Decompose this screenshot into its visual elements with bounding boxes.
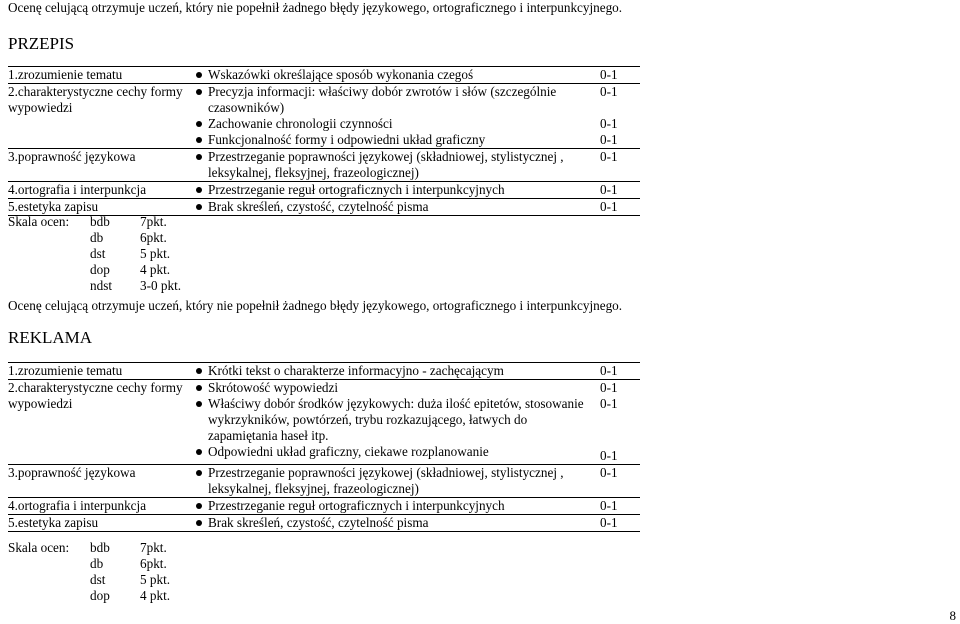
criteria-description: Odpowiedni układ graficzny, ciekawe rozplanowanie (208, 444, 489, 459)
criteria-description: Precyzja informacji: właściwy dobór zwrotów i słów (szczególnie czasowników) (208, 84, 600, 117)
criteria-category: 2.charakterystyczne cechy formy wypowiedzi (8, 380, 190, 465)
scale-row (8, 230, 181, 246)
bullet-icon (190, 396, 208, 444)
criteria-row (8, 67, 640, 84)
criteria-row (8, 380, 640, 397)
bullet-icon (190, 498, 208, 515)
criteria-description: Funkcjonalność formy i odpowiedni układ graficzny (208, 132, 486, 147)
criteria-table-reklama (8, 362, 640, 532)
criteria-row (8, 363, 640, 380)
closing-line-przepis: Ocenę celującą otrzymuje uczeń, który nie popełnił żadnego błędy językowego, ortograficznego i interpunkcyjnego. (8, 298, 623, 313)
intro-line: Ocenę celującą otrzymuje uczeń, który nie popełnił żadnego błędy językowego, ortograficznego i interpunkcyjnego. (8, 0, 623, 15)
criteria-points: 0-1 (600, 132, 618, 147)
bullet-icon (190, 465, 208, 498)
criteria-points: 0-1 (600, 396, 618, 411)
section-heading-przepis: PRZEPIS (8, 34, 75, 53)
section-heading-reklama: REKLAMA (8, 328, 93, 347)
criteria-row (8, 199, 640, 216)
scale-points: 4 pkt. (140, 262, 171, 277)
criteria-points: 0-1 (600, 182, 640, 199)
criteria-description: Przestrzeganie reguł ortograficznych i interpunkcyjnych (208, 498, 600, 515)
criteria-points: 0-1 (600, 84, 640, 117)
bullet-icon (190, 149, 208, 182)
scale-points: 4 pkt. (140, 588, 171, 603)
criteria-points: 0-1 (600, 199, 640, 216)
scale-row (8, 588, 170, 604)
criteria-row (8, 498, 640, 515)
scale-points: 6pkt. (140, 556, 167, 571)
scale-points: 7pkt. (140, 214, 167, 229)
bullet-icon (190, 444, 208, 465)
bullet-icon (190, 182, 208, 199)
scale-points: 3-0 pkt. (140, 278, 182, 293)
scale-points: 5 pkt. (140, 572, 171, 587)
criteria-description: Zachowanie chronologii czynności (208, 116, 393, 131)
scale-label: Skala ocen: (8, 214, 70, 229)
criteria-points: 0-1 (600, 363, 640, 380)
grading-scale-przepis (8, 214, 181, 294)
criteria-points: 0-1 (600, 448, 618, 463)
bullet-icon (190, 380, 208, 397)
criteria-row (8, 84, 640, 117)
criteria-category: 4.ortografia i interpunkcja (8, 182, 190, 199)
criteria-description: Brak skreśleń, czystość, czytelność pisma (208, 199, 600, 216)
scale-grade: bdb (90, 540, 110, 555)
criteria-points: 0-1 (600, 498, 640, 515)
criteria-category: 3.poprawność językowa (8, 465, 190, 498)
criteria-row (8, 182, 640, 199)
scale-points: 5 pkt. (140, 246, 171, 261)
criteria-points: 0-1 (600, 116, 618, 131)
scale-label: Skala ocen: (8, 540, 70, 555)
scale-points: 6pkt. (140, 230, 167, 245)
scale-row (8, 556, 170, 572)
scale-grade: dop (90, 262, 110, 277)
criteria-category: 3.poprawność językowa (8, 149, 190, 182)
criteria-points: 0-1 (600, 380, 640, 397)
criteria-category: 5.estetyka zapisu (8, 199, 190, 216)
criteria-category: 1.zrozumienie tematu (8, 67, 190, 84)
scale-row (8, 246, 181, 262)
bullet-icon (190, 84, 208, 117)
scale-grade: dop (90, 588, 110, 603)
criteria-category: 1.zrozumienie tematu (8, 363, 190, 380)
criteria-category: 2.charakterystyczne cechy formy wypowiedzi (8, 84, 190, 149)
page-number: 8 (949, 608, 956, 623)
bullet-icon (190, 132, 208, 149)
scale-row (8, 214, 181, 230)
scale-points: 7pkt. (140, 540, 167, 555)
criteria-points: 0-1 (600, 67, 640, 84)
criteria-row (8, 515, 640, 532)
scale-grade: ndst (90, 278, 112, 293)
bullet-icon (190, 199, 208, 216)
criteria-description: Przestrzeganie poprawności językowej (składniowej, stylistycznej , leksykalnej, fleksyjnej, frazeologicznej) (208, 149, 600, 182)
criteria-category: 5.estetyka zapisu (8, 515, 190, 532)
criteria-category: 4.ortografia i interpunkcja (8, 498, 190, 515)
criteria-points: 0-1 (600, 149, 640, 182)
bullet-icon (190, 67, 208, 84)
scale-grade: db (90, 230, 104, 245)
scale-row (8, 278, 181, 294)
scale-grade: bdb (90, 214, 110, 229)
scale-row (8, 572, 170, 588)
bullet-icon (190, 515, 208, 532)
bullet-icon (190, 363, 208, 380)
criteria-table-przepis (8, 66, 640, 216)
grading-scale-reklama (8, 540, 170, 604)
criteria-row (8, 465, 640, 498)
bullet-icon (190, 116, 208, 132)
criteria-description: Przestrzeganie reguł ortograficznych i interpunkcyjnych (208, 182, 600, 199)
criteria-points: 0-1 (600, 465, 640, 498)
criteria-description: Skrótowość wypowiedzi (208, 380, 600, 397)
scale-grade: dst (90, 246, 106, 261)
scale-row (8, 540, 170, 556)
criteria-description: Brak skreśleń, czystość, czytelność pisma (208, 515, 600, 532)
scale-grade: dst (90, 572, 106, 587)
criteria-points: 0-1 (600, 515, 640, 532)
criteria-row (8, 149, 640, 182)
criteria-description: Wskazówki określające sposób wykonania czegoś (208, 67, 600, 84)
criteria-description: Krótki tekst o charakterze informacyjno - zachęcającym (208, 363, 600, 380)
criteria-description: Przestrzeganie poprawności językowej (składniowej, stylistycznej , leksykalnej, fleksyjnej, frazeologicznej) (208, 465, 600, 498)
criteria-description: Właściwy dobór środków językowych: duża ilość epitetów, stosowanie wykrzykników, powtórzeń, trybu rozkazującego, łatwych do zapamiętania haseł itp. (208, 396, 584, 443)
scale-row (8, 262, 181, 278)
scale-grade: db (90, 556, 104, 571)
